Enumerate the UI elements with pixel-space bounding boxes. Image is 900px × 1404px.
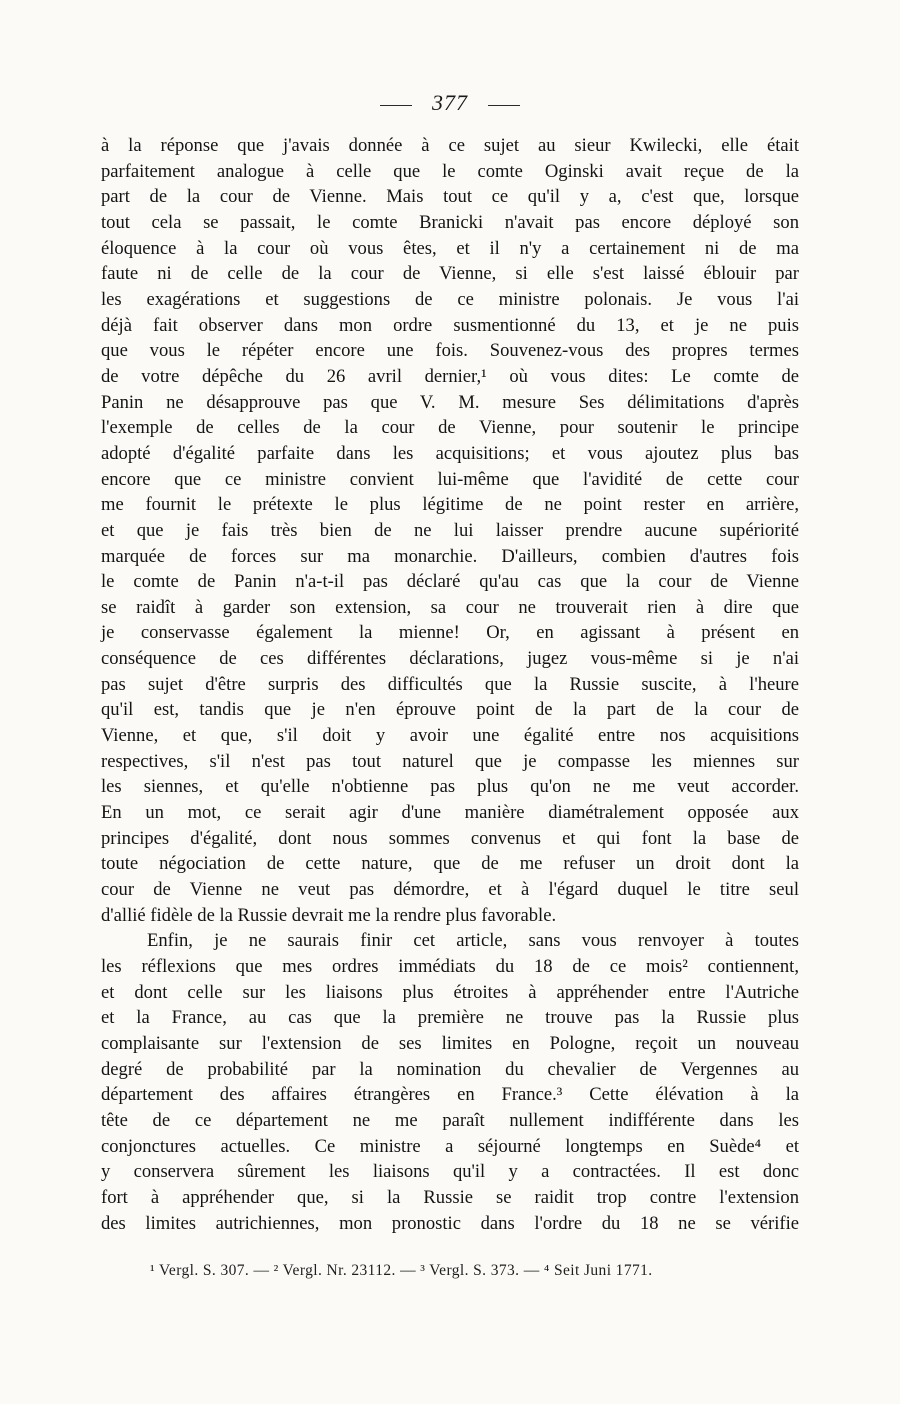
- text-line: les exagérations et suggestions de ce ministre polonais. Je vous l'ai: [101, 288, 799, 310]
- text-line: et dont celle sur les liaisons plus étroites à appréhender entre l'Autriche: [101, 981, 799, 1003]
- text-line: je conservasse également la mienne! Or, en agissant à présent en: [101, 622, 799, 644]
- text-line: toute négociation de cette nature, que de me refuser un droit dont la: [101, 853, 799, 875]
- text-line: me fournit le prétexte le plus légitime de ne point rester en arrière,: [101, 494, 799, 516]
- text-line: En un mot, ce serait agir d'une manière diamétralement opposée aux: [101, 802, 799, 824]
- text-line: principes d'égalité, dont nous sommes convenus et qui font la base de: [101, 827, 799, 849]
- text-line: les siennes, et qu'elle n'obtienne pas plus qu'on ne me veut accorder.: [101, 776, 799, 798]
- text-line: à la réponse que j'avais donnée à ce sujet au sieur Kwilecki, elle était: [101, 135, 799, 156]
- text-line: Panin ne désapprouve pas que V. M. mesure Ses délimitations d'après: [101, 391, 799, 413]
- text-line: conséquence de ces différentes déclarations, jugez vous-même si je n'ai: [101, 648, 799, 670]
- page-number: 377: [432, 90, 468, 115]
- text-line: qu'il est, tandis que je n'en éprouve point de la part de la cour de: [101, 699, 799, 721]
- text-line: fort à appréhender que, si la Russie se raidit trop contre l'extension: [101, 1186, 799, 1208]
- text-line: département des affaires étrangères en France.³ Cette élévation à la: [101, 1084, 799, 1106]
- header-rule-right: [488, 105, 520, 106]
- text-line: faute ni de celle de la cour de Vienne, si elle s'est laissé éblouir par: [101, 263, 799, 285]
- page-header: [0, 88, 900, 118]
- text-line: éloquence à la cour où vous êtes, et il n'y a certainement ni de ma: [101, 237, 799, 259]
- text-line: adopté d'égalité parfaite dans les acquisitions; et vous ajoutez plus bas: [101, 442, 799, 464]
- header-rule-left: [380, 105, 412, 106]
- text-line: complaisante sur l'extension de ses limites en Pologne, reçoit un nouveau: [101, 1032, 799, 1054]
- text-line: Vienne, et que, s'il doit y avoir une égalité entre nos acquisitions: [101, 725, 799, 747]
- text-line: les réflexions que mes ordres immédiats du 18 de ce mois² contiennent,: [101, 956, 799, 977]
- text-line: des limites autrichiennes, mon pronostic dans l'ordre du 18 ne se vérifie: [101, 1212, 799, 1234]
- paragraph-end-line: d'allié fidèle de la Russie devrait me la rendre plus favorable.: [101, 904, 557, 926]
- text-line: conjonctures actuelles. Ce ministre a séjourné longtemps en Suède⁴ et: [101, 1135, 799, 1157]
- text-line: le comte de Panin n'a-t-il pas déclaré qu'au cas que la cour de Vienne: [101, 571, 799, 593]
- text-line: part de la cour de Vienne. Mais tout ce qu'il y a, c'est que, lorsque: [101, 186, 799, 208]
- text-line: se raidît à garder son extension, sa cour ne trouverait rien à dire que: [101, 596, 799, 618]
- text-line: parfaitement analogue à celle que le comte Oginski avait reçue de la: [101, 160, 799, 182]
- text-line: que vous le répéter encore une fois. Souvenez-vous des propres termes: [101, 340, 799, 362]
- text-line: cour de Vienne ne veut pas démordre, et à l'égard duquel le titre seul: [101, 879, 799, 901]
- text-line: degré de probabilité par la nomination du chevalier de Vergennes au: [101, 1058, 799, 1080]
- text-line: tout cela se passait, le comte Branicki n'avait pas encore déployé son: [101, 211, 799, 233]
- paragraph-start-line: Enfin, je ne saurais finir cet article, sans vous renvoyer à toutes: [147, 930, 799, 952]
- text-line: et la France, au cas que la première ne trouve pas la Russie plus: [101, 1007, 799, 1029]
- text-line: marquée de forces sur ma monarchie. D'ailleurs, combien d'autres fois: [101, 545, 799, 567]
- text-line: y conservera sûrement les liaisons qu'il y a contractées. Il est donc: [101, 1161, 799, 1183]
- text-line: et que je fais très bien de ne lui laisser prendre aucune supériorité: [101, 519, 799, 541]
- text-line: encore que ce ministre convient lui-même que l'avidité de cette cour: [101, 468, 799, 490]
- text-line: déjà fait observer dans mon ordre susmentionné du 13, et je ne puis: [101, 314, 799, 336]
- body-text: [101, 133, 799, 1236]
- footnotes: ¹ Vergl. S. 307. — ² Vergl. Nr. 23112. — ³ Vergl. S. 373. — ⁴ Seit Juni 1771.: [150, 1262, 653, 1279]
- text-line: de votre dépêche du 26 avril dernier,¹ où vous dites: Le comte de: [101, 365, 799, 387]
- text-line: respectives, s'il n'est pas tout naturel que je compasse les miennes sur: [101, 750, 799, 772]
- text-line: pas sujet d'être surpris des difficultés que la Russie suscite, à l'heure: [101, 673, 799, 695]
- text-line: tête de ce département ne me paraît nullement indifférente dans les: [101, 1109, 799, 1131]
- text-line: l'exemple de celles de la cour de Vienne, pour soutenir le principe: [101, 417, 799, 439]
